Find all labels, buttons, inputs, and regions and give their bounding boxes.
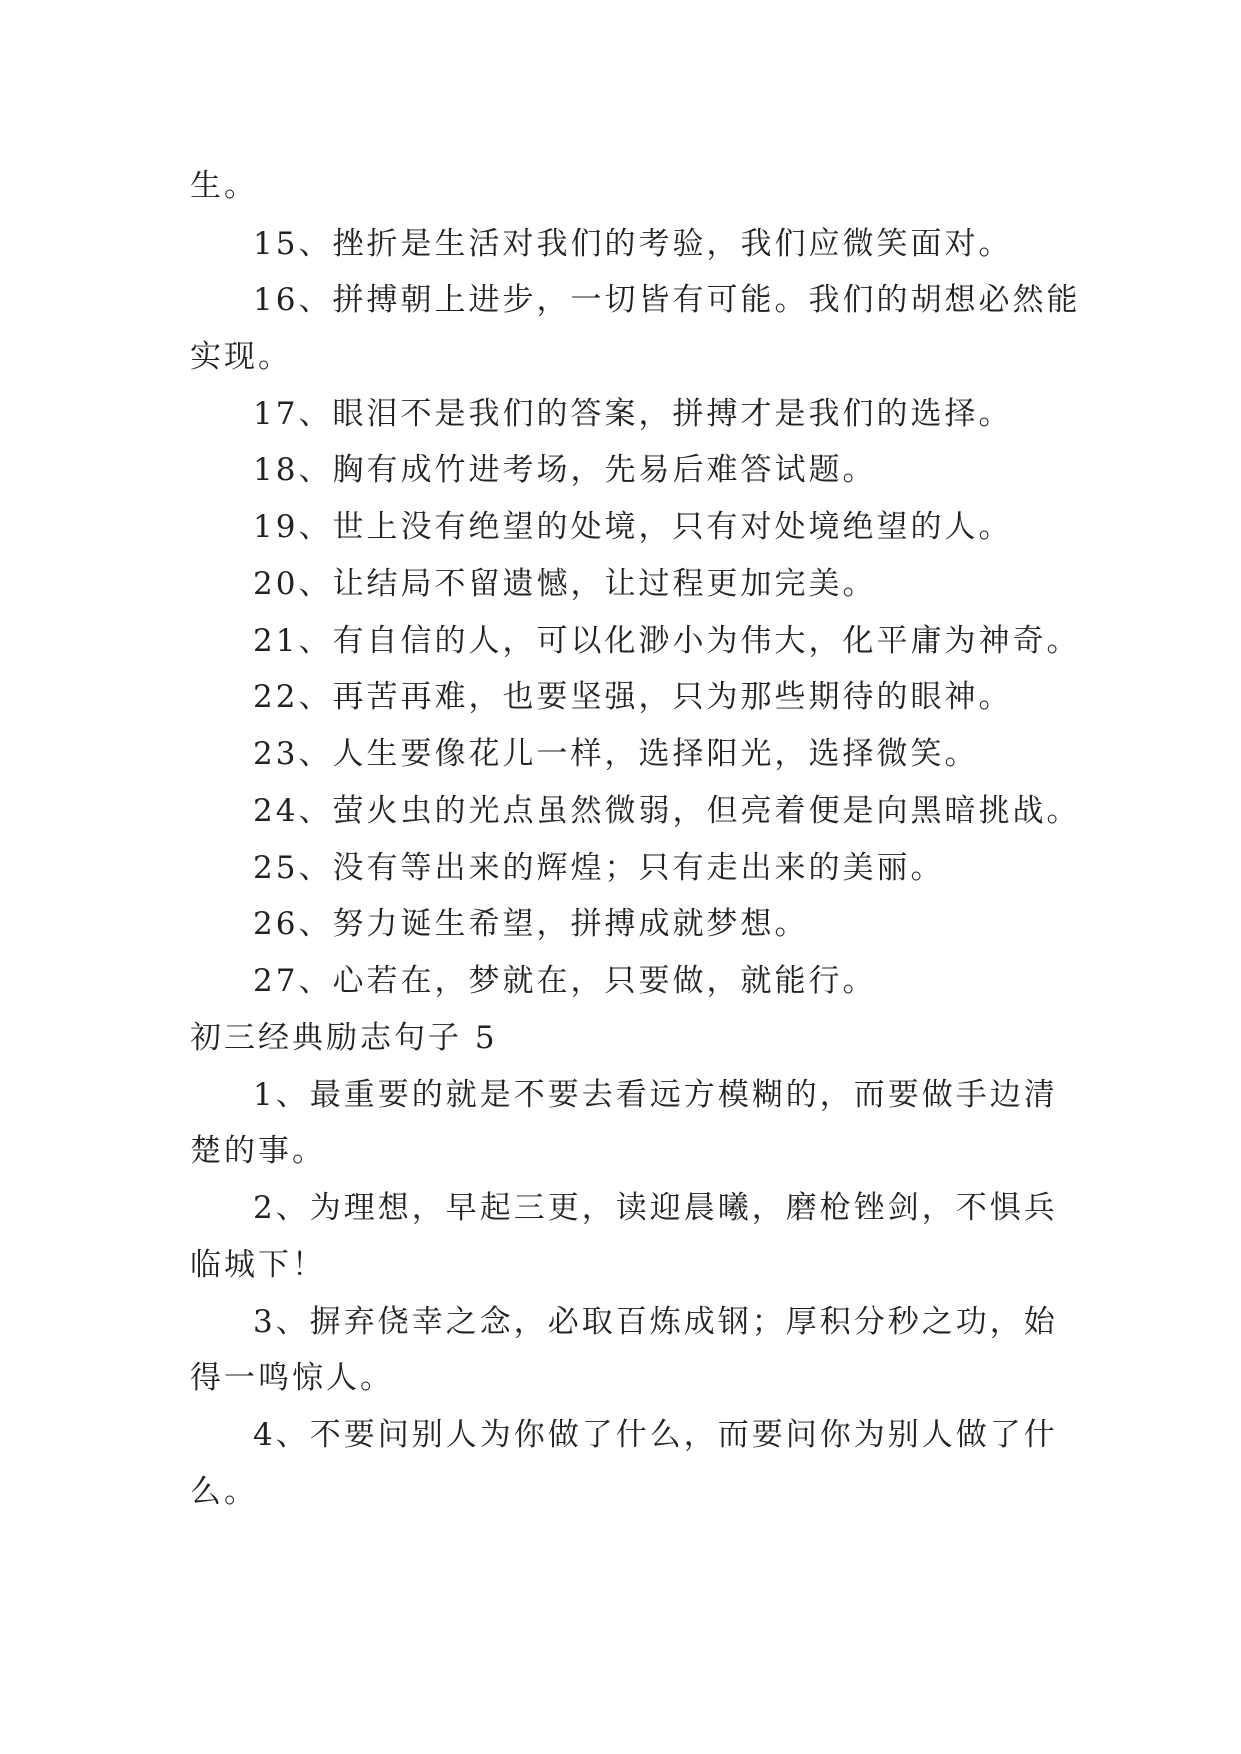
list-item-1-continuation: 楚的事。 [190,1133,326,1169]
list-item-22: 22、再苦再难，也要坚强，只为那些期待的眼神。 [253,679,1013,715]
list-item-23: 23、人生要像花儿一样，选择阳光，选择微笑。 [253,736,979,772]
list-item-16-continuation: 实现。 [190,339,292,375]
list-item-2: 2、为理想，早起三更，读迎晨曦，磨枪锉剑，不惧兵 [253,1190,1058,1226]
list-item-2-continuation: 临城下！ [190,1247,326,1283]
list-item-18: 18、胸有成竹进考场，先易后难答试题。 [253,452,877,488]
list-item-24: 24、萤火虫的光点虽然微弱，但亮着便是向黑暗挑战。 [253,793,1081,829]
list-item-4: 4、不要问别人为你做了什么，而要问你为别人做了什 [253,1417,1058,1453]
list-item-1: 1、最重要的就是不要去看远方模糊的，而要做手边清 [253,1077,1058,1113]
list-item-20: 20、让结局不留遗憾，让过程更加完美。 [253,566,877,602]
section-heading: 初三经典励志句子 5 [190,1020,498,1056]
list-item-25: 25、没有等出来的辉煌；只有走出来的美丽。 [253,850,945,886]
list-item-15: 15、挫折是生活对我们的考验，我们应微笑面对。 [253,226,1013,262]
list-item-4-continuation: 么。 [190,1474,258,1510]
list-item-21: 21、有自信的人，可以化渺小为伟大，化平庸为神奇。 [253,623,1081,659]
list-item-19: 19、世上没有绝望的处境，只有对处境绝望的人。 [253,509,1013,545]
list-item-16: 16、拼搏朝上进步，一切皆有可能。我们的胡想必然能 [253,282,1081,318]
paragraph-continuation: 生。 [190,168,258,204]
list-item-3-continuation: 得一鸣惊人。 [190,1360,394,1396]
list-item-27: 27、心若在，梦就在，只要做，就能行。 [253,963,877,999]
list-item-3: 3、摒弃侥幸之念，必取百炼成钢；厚积分秒之功，始 [253,1304,1058,1340]
list-item-17: 17、眼泪不是我们的答案，拼搏才是我们的选择。 [253,396,1013,432]
list-item-26: 26、努力诞生希望，拼搏成就梦想。 [253,906,809,942]
